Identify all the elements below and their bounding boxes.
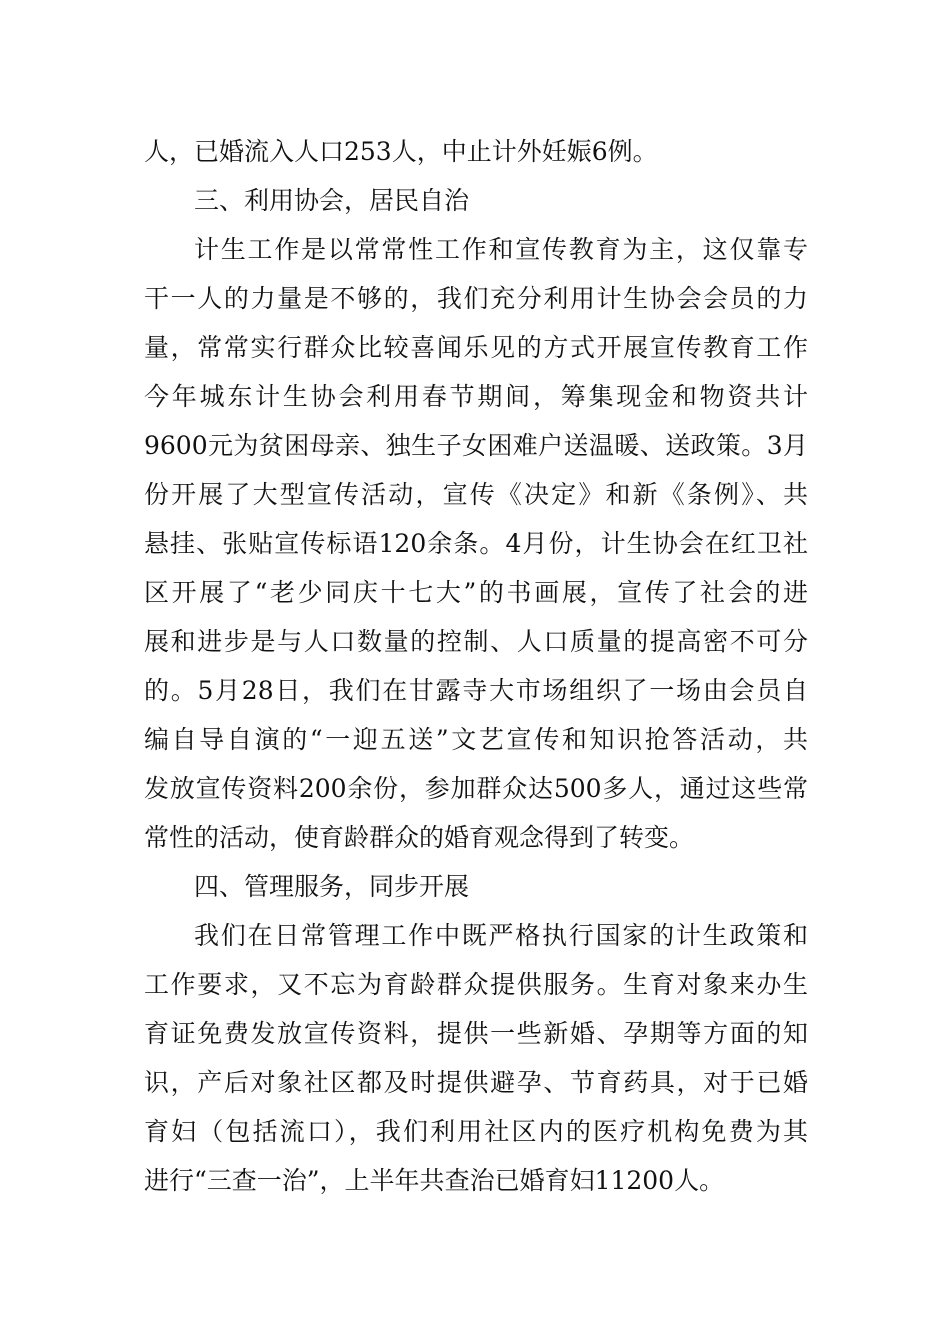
paragraph-line: 量，常常实行群众比较喜闻乐见的方式开展宣传教育工作	[144, 333, 808, 362]
paragraph-line: 发放宣传资料200余份，参加群众达500多人，通过这些常	[144, 774, 808, 803]
paragraph-line: 份开展了大型宣传活动，宣传《决定》和新《条例》、共	[144, 480, 808, 509]
paragraph-line: 进行“三查一治”，上半年共查治已婚育妇11200人。	[144, 1166, 725, 1195]
paragraph-line: 我们在日常管理工作中既严格执行国家的计生政策和	[194, 921, 808, 950]
paragraph-line: 人，已婚流入人口253人，中止计外妊娠6例。	[144, 137, 658, 166]
paragraph-line: 育证免费发放宣传资料，提供一些新婚、孕期等方面的知	[144, 1019, 808, 1048]
paragraph-line: 的。5月28日，我们在甘露寺大市场组织了一场由会员自	[144, 676, 808, 705]
paragraph-line: 常性的活动，使育龄群众的婚育观念得到了转变。	[144, 823, 695, 852]
paragraph-line: 悬挂、张贴宣传标语120余条。4月份，计生协会在红卫社	[144, 529, 808, 558]
paragraph-line: 今年城东计生协会利用春节期间，筹集现金和物资共计	[144, 382, 808, 411]
document-body	[144, 127, 808, 1205]
paragraph-line: 计生工作是以常常性工作和宣传教育为主，这仅靠专	[194, 235, 808, 264]
paragraph-line: 9600元为贫困母亲、独生子女困难户送温暖、送政策。3月	[144, 431, 808, 460]
paragraph-line: 展和进步是与人口数量的控制、人口质量的提高密不可分	[144, 627, 808, 656]
paragraph-line: 育妇（包括流口），我们利用社区内的医疗机构免费为其	[144, 1117, 808, 1146]
section-heading: 三、利用协会，居民自治	[194, 186, 470, 215]
paragraph-line: 干一人的力量是不够的，我们充分利用计生协会会员的力	[144, 284, 808, 313]
section-heading: 四、管理服务，同步开展	[194, 872, 470, 901]
paragraph-line: 工作要求，又不忘为育龄群众提供服务。生育对象来办生	[144, 970, 808, 999]
paragraph-line: 识，产后对象社区都及时提供避孕、节育药具，对于已婚	[144, 1068, 808, 1097]
paragraph-line: 编自导自演的“一迎五送”文艺宣传和知识抢答活动，共	[144, 725, 808, 754]
paragraph-line: 区开展了“老少同庆十七大”的书画展，宣传了社会的进	[144, 578, 808, 607]
